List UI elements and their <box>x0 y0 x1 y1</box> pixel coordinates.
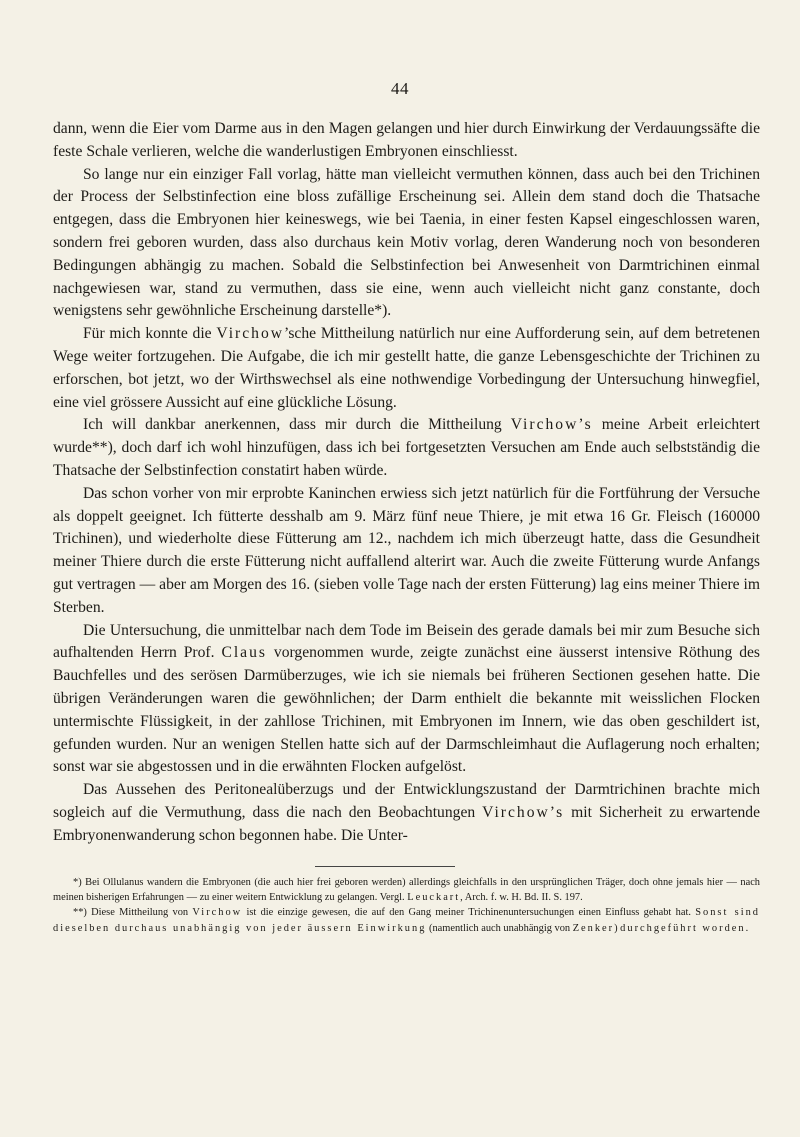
spaced-text: Virchow <box>216 325 285 343</box>
paragraph <box>53 118 760 164</box>
paragraph <box>53 164 760 324</box>
paragraph <box>53 483 760 620</box>
spaced-text: Zenker <box>572 922 615 934</box>
text-run: dann, wenn die Eier vom Darme aus in den Magen gelangen und hier durch Einwirkung der Verdauungssäfte die feste Schale verlieren, welche die wanderlustigen Embryonen einschliesst. <box>53 120 760 160</box>
spaced-text: Virchow’s <box>482 803 565 821</box>
spaced-text: Sonst sind dieselben durchaus unabhängig von jeder äussern Einwirkung <box>53 907 760 934</box>
text-run: Das schon vorher von mir erprobte Kaninchen erwiess sich jetzt natürlich für die Fortführung der Versuche als doppelt geeignet. Ich fütterte desshalb am 9. März fünf neue Thiere, je mit etwa 16 Gr. Fleisch (160000 Trichinen), und wiederholte diese Fütterung am 12., nachdem ich mich überzeugt hatte, dass die Gesundheit meiner Thiere durch die erste Fütterung nicht auffallend alterirt war. Auch die zweite Fütterung wurde Anfangs gut vertragen — aber am Morgen des 16. (sieben volle Tage nach der ersten Fütterung) lag eins meiner Thiere im Sterben. <box>53 484 760 616</box>
page-number: 44 <box>391 79 409 98</box>
paragraph <box>53 414 760 482</box>
paragraph <box>53 620 760 780</box>
spaced-text: Leuckart <box>407 891 461 903</box>
paragraph <box>53 323 760 414</box>
text-run: *) Bei Ollulanus wandern die Embryonen (die auch hier frei geboren werden) allerdings gleichfalls in den ursprünglichen Träger, doch ohne jemals hier — nach meinen bisherigen Erfahrungen — zu einer weitern Entwicklung zu gelangen. Vergl. <box>53 876 760 903</box>
spaced-text: durchgeführt worden. <box>620 922 751 934</box>
footnote <box>53 875 760 906</box>
spaced-text: Claus <box>221 644 267 662</box>
text-run: (namentlich auch unabhängig von <box>426 922 573 934</box>
text-run: meine Arbeit erleichtert wurde**), doch darf ich wohl hinzufügen, dass ich bei fortgesetzten Versuchen am Ende auch selbstständig die Thatsache der Selbstinfection constatirt haben würde. <box>53 416 760 479</box>
text-run: Für mich konnte die <box>83 325 217 343</box>
text-run: Die Untersuchung, die unmittelbar nach dem Tode im Beisein des gerade damals bei mir zum Besuche sich aufhaltenden Herrn Prof. <box>53 621 760 662</box>
footnotes <box>53 875 760 937</box>
text-run: ’sche Mittheilung natürlich nur eine Aufforderung sein, auf dem betretenen Wege weiter fortzugehen. Die Aufgabe, die ich mir gestellt hatte, die ganze Lebensgeschichte der Trichinen zu erforschen, bot jetzt, wo der Wirthswechsel als eine nothwendige Vorbedingung der Untersuchung hinwegfiel, eine viel grössere Aussicht auf eine glückliche Lösung. <box>53 325 760 411</box>
text-run: **) Diese Mittheilung von <box>73 907 193 919</box>
footnote-rule <box>315 866 455 867</box>
body-text <box>53 118 760 848</box>
text-run: ist die einzige gewesen, die auf den Gang meiner Trichinenuntersuchungen einen Einfluss gehabt hat. <box>242 907 696 919</box>
text-run: , Arch. f. w. H. Bd. II. S. 197. <box>460 891 583 903</box>
text-run: ) <box>614 922 621 934</box>
text-run: Ich will dankbar anerkennen, dass mir durch die Mittheilung <box>83 416 511 434</box>
text-run: So lange nur ein einziger Fall vorlag, hätte man vielleicht vermuthen können, dass auch bei den Trichinen der Process der Selbstinfection eine bloss zufällige Erscheinung sei. Allein dem stand doch die Thatsache entgegen, dass die Embryonen hier keineswegs, wie bei Taenia, in einer festen Kapsel eingeschlossen waren, sondern frei geboren wurden, dass also durchaus kein Motiv vorlag, deren Wanderung noch von besonderen Bedingungen abhängig zu machen. Sobald die Selbstinfection bei Anwesenheit von Darmtrichinen einmal nachgewiesen war, stand zu vermuthen, dass sie eine, wenn auch vielleicht nicht ganz constante, doch wenigstens sehr gewöhnliche Erscheinung darstelle*). <box>53 165 760 320</box>
spaced-text: Virchow’s <box>510 416 593 434</box>
spaced-text: Virchow <box>192 907 243 919</box>
paragraph <box>53 779 760 847</box>
text-run: Das Aussehen des Peritonealüberzugs und der Entwicklungszustand der Darmtrichinen brachte mich sogleich auf die Vermuthung, dass die nach den Beobachtungen <box>53 781 760 821</box>
text-run: vorgenommen wurde, zeigte zunächst eine äusserst intensive Röthung des Bauchfelles und des serösen Darmüberzuges, wie ich sie niemals bei früheren Sectionen gesehen hatte. Die übrigen Veränderungen waren die gewöhnlichen; der Darm enthielt die bekannte mit weisslichen Flocken untermischte Flüssigkeit, in der zahllose Trichinen, mit Embryonen im Innern, wie das oben geschildert ist, gefunden wurden. Nur an wenigen Stellen hatte sich auf der Darmschleimhaut die Auflagerung noch erhalten; sonst war sie abgestossen und in die erwähnten Flocken aufgelöst. <box>53 644 760 776</box>
footnote <box>53 905 760 936</box>
text-run: mit Sicherheit zu erwartende Embryonenwanderung schon begonnen habe. Die Unter- <box>53 803 761 844</box>
